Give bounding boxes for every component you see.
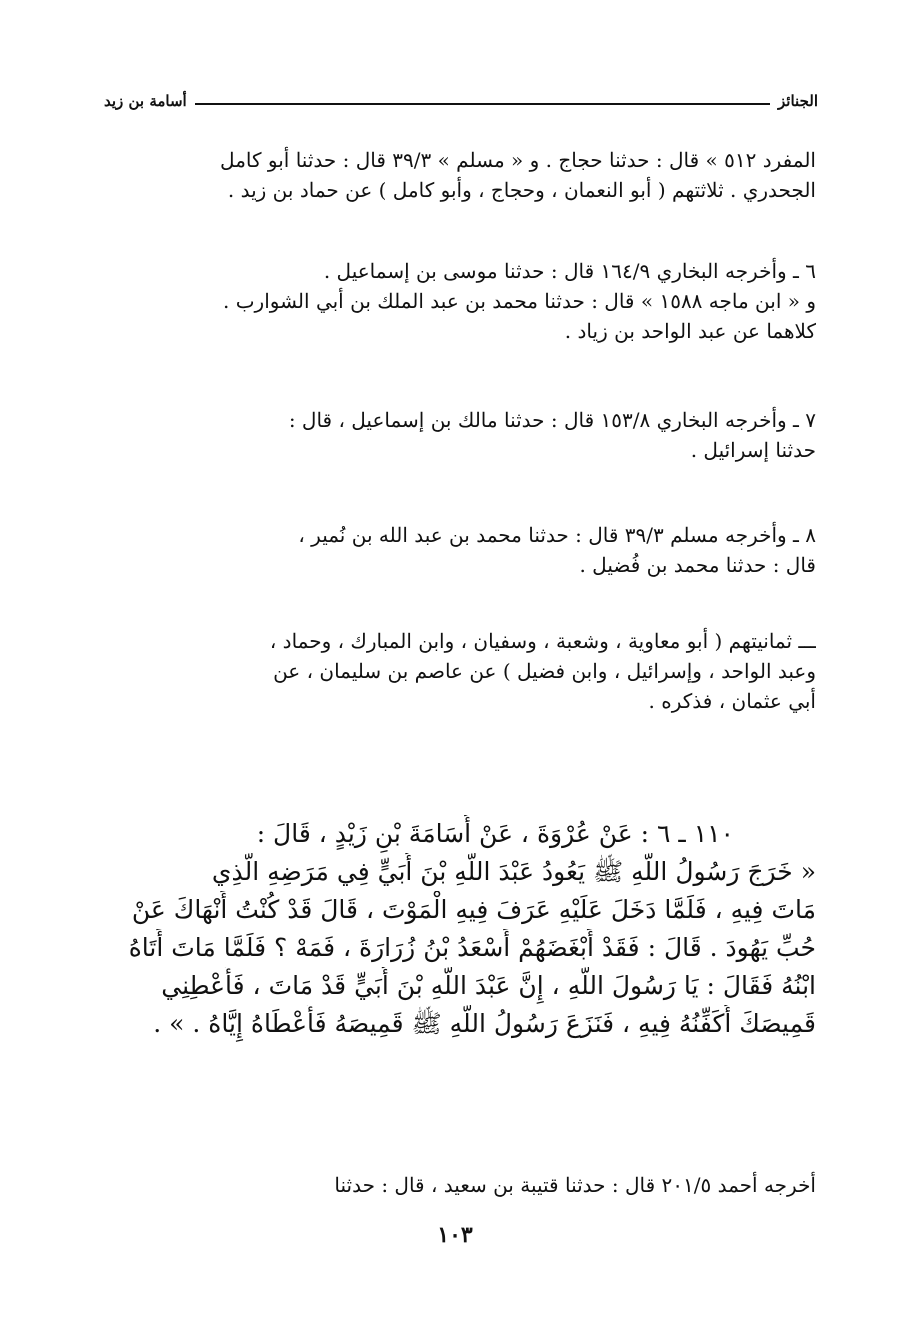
- text-line: ٧ ـ وأخرجه البخاري ١٥٣/٨ قال : حدثنا مالك بن إسماعيل ، قال :: [288, 408, 816, 432]
- text-line: كلاهما عن عبد الواحد بن زياد .: [564, 319, 816, 343]
- text-line: ٦ ـ وأخرجه البخاري ١٦٤/٩ قال : حدثنا موسى بن إسماعيل .: [323, 259, 816, 283]
- paragraph-4: [100, 520, 816, 580]
- hadith-line: قَمِيصَكَ أُكَفِّنُهُ فِيهِ ، فَنَزَعَ رَسُولُ اللَّهِ ﷺ قَمِيصَهُ فَأَعْطَاهُ إِيَّاهُ . » .: [153, 1009, 816, 1038]
- text-line: وعبد الواحد ، وإسرائيل ، وابن فضيل ) عن عاصم بن سليمان ، عن: [273, 659, 816, 683]
- chapter-title: الجنائز: [778, 92, 818, 110]
- hadith-heading-line: ١١٠ ـ ٦ : عَنْ عُرْوَةَ ، عَنْ أُسَامَةَ بْنِ زَيْدٍ ، قَالَ :: [256, 819, 734, 848]
- text-line: حدثنا إسرائيل .: [690, 438, 816, 462]
- header-rule: [195, 103, 770, 105]
- hadith-line: ابْنُهُ فَقَالَ : يَا رَسُولَ اللَّهِ ، إِنَّ عَبْدَ اللَّهِ بْنَ أُبَيٍّ قَدْ مَاتَ ، فَأَعْطِنِي: [161, 971, 816, 1000]
- hadith-line: مَاتَ فِيهِ ، فَلَمَّا دَخَلَ عَلَيْهِ عَرَفَ فِيهِ الْمَوْتَ ، قَالَ قَدْ كُنْتُ أَنْهَاكَ عَنْ: [131, 895, 816, 924]
- paragraph-2: [100, 256, 816, 346]
- text-line: الجحدري . ثلاثتهم ( أبو النعمان ، وحجاج ، وأبو كامل ) عن حماد بن زيد .: [227, 178, 816, 202]
- text-line: ٨ ـ وأخرجه مسلم ٣٩/٣ قال : حدثنا محمد بن عبد الله بن نُمير ،: [298, 523, 816, 547]
- subject-title: أسامة بن زيد: [104, 92, 187, 110]
- text-line: و « ابن ماجه ١٥٨٨ » قال : حدثنا محمد بن عبد الملك بن أبي الشوارب .: [223, 289, 816, 313]
- hadith-text: [100, 815, 816, 1043]
- text-line: قال : حدثنا محمد بن فُضيل .: [579, 553, 816, 577]
- text-line: المفرد ٥١٢ » قال : حدثنا حجاج . و « مسلم » ٣٩/٣ قال : حدثنا أبو كامل: [220, 148, 816, 172]
- page-number: ١٠٣: [437, 1222, 473, 1248]
- running-header: [104, 86, 818, 116]
- hadith-line: حُبِّ يَهُودَ . قَالَ : فَقَدْ أَبْغَضَهُمْ أَسْعَدُ بْنُ زُرَارَةَ ، فَمَهْ ؟ فَلَمَّا مَاتَ أَتَاهُ: [128, 933, 816, 962]
- hadith-line: « خَرَجَ رَسُولُ اللَّهِ ﷺ يَعُودُ عَبْدَ اللَّهِ بْنَ أُبَيٍّ فِي مَرَضِهِ الَّذِي: [211, 857, 816, 886]
- paragraph-5: [100, 626, 816, 716]
- paragraph-3: [100, 405, 816, 465]
- footnote: [100, 1170, 816, 1200]
- text-line: ـــ ثمانيتهم ( أبو معاوية ، وشعبة ، وسفيان ، وابن المبارك ، وحماد ،: [269, 629, 816, 653]
- paragraph-1: [100, 145, 816, 205]
- footnote-line: أخرجه أحمد ٢٠١/٥ قال : حدثنا قتيبة بن سعيد ، قال : حدثنا: [334, 1173, 816, 1197]
- text-line: أبي عثمان ، فذكره .: [648, 689, 816, 713]
